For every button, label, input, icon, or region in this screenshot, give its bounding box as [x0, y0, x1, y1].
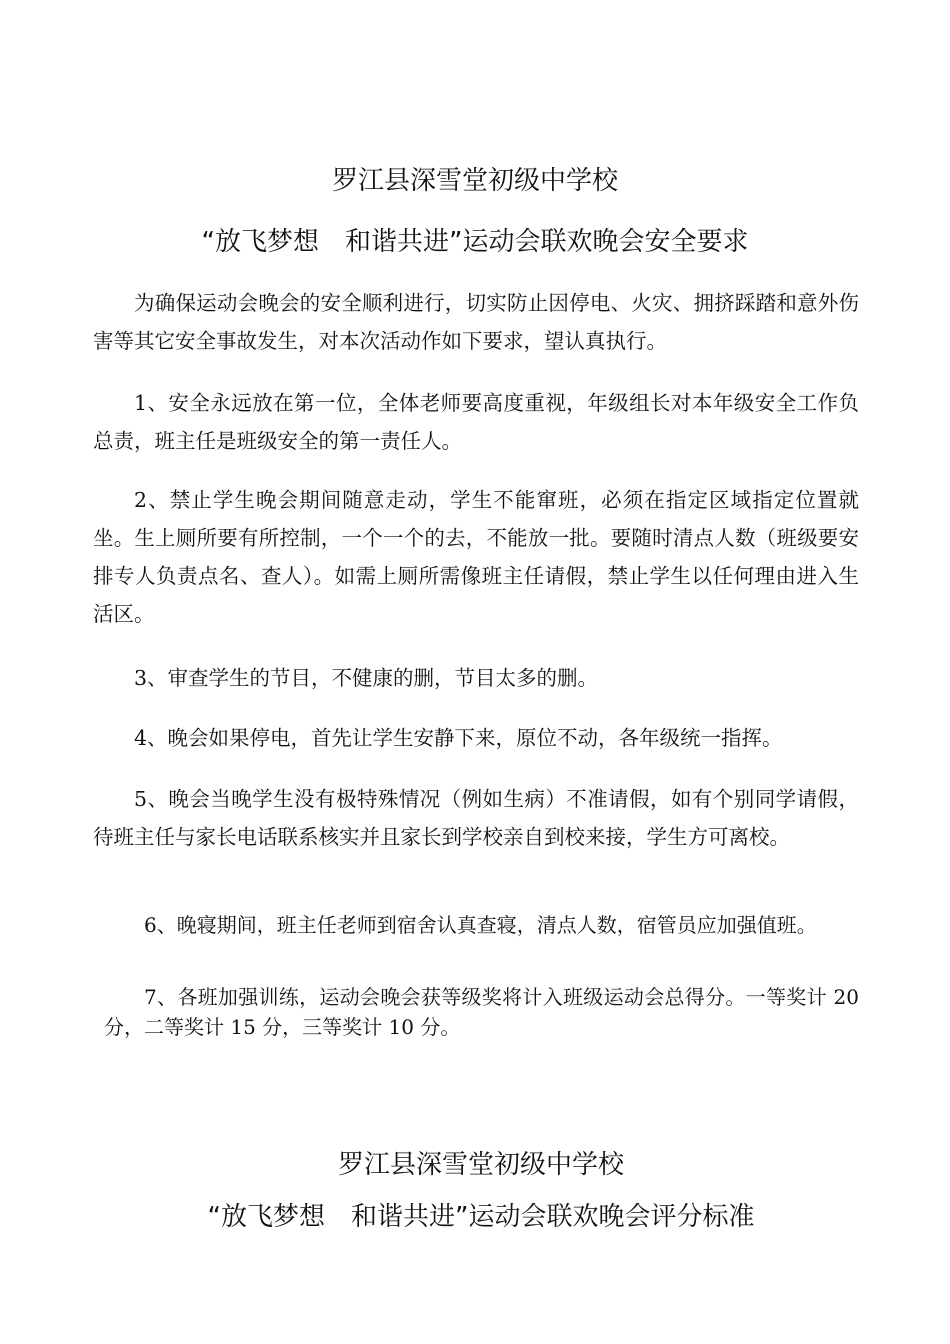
intro-paragraph: 为确保运动会晚会的安全顺利进行，切实防止因停电、火灾、拥挤踩踏和意外伤害等其它安全事故发生，对本次活动作如下要求，望认真执行。 — [93, 291, 859, 353]
requirement-item-2: 2、禁止学生晚会期间随意走动，学生不能窜班，必须在指定区域指定位置就坐。生上厕所要有所控制，一个一个的去，不能放一批。要随时清点人数（班级要安排专人负责点名、查人）。如需上厕所需像班主任请假，禁止学生以任何理由进入生活区。 — [93, 488, 859, 626]
school-name-heading: 罗江县深雪堂初级中学校 — [331, 166, 618, 196]
requirement-item-4: 4、晚会如果停电，首先让学生安静下来，原位不动，各年级统一指挥。 — [134, 726, 783, 750]
requirement-item-7: 7、各班加强训练，运动会晚会获等级奖将计入班级运动会总得分。一等奖计 20 分，二等奖计 15 分，三等奖计 10 分。 — [104, 985, 859, 1039]
requirement-item-3: 3、审查学生的节目，不健康的删，节目太多的删。 — [134, 666, 599, 690]
school-name-heading-2: 罗江县深雪堂初级中学校 — [337, 1150, 624, 1180]
requirement-item-1: 1、安全永远放在第一位，全体老师要高度重视，年级组长对本年级安全工作负总责，班主任是班级安全的第一责任人。 — [93, 391, 859, 453]
scoring-standard-title: “放飞梦想 和谐共进”运动会联欢晚会评分标准 — [207, 1202, 755, 1232]
safety-requirements-title: “放飞梦想 和谐共进”运动会联欢晚会安全要求 — [201, 227, 749, 257]
requirement-item-5: 5、晚会当晚学生没有极特殊情况（例如生病）不准请假，如有个别同学请假，待班主任与家长电话联系核实并且家长到学校亲自到校来接，学生方可离校。 — [93, 787, 859, 849]
requirement-item-6: 6、晚寝期间，班主任老师到宿舍认真查寝，清点人数，宿管员应加强值班。 — [144, 913, 817, 937]
